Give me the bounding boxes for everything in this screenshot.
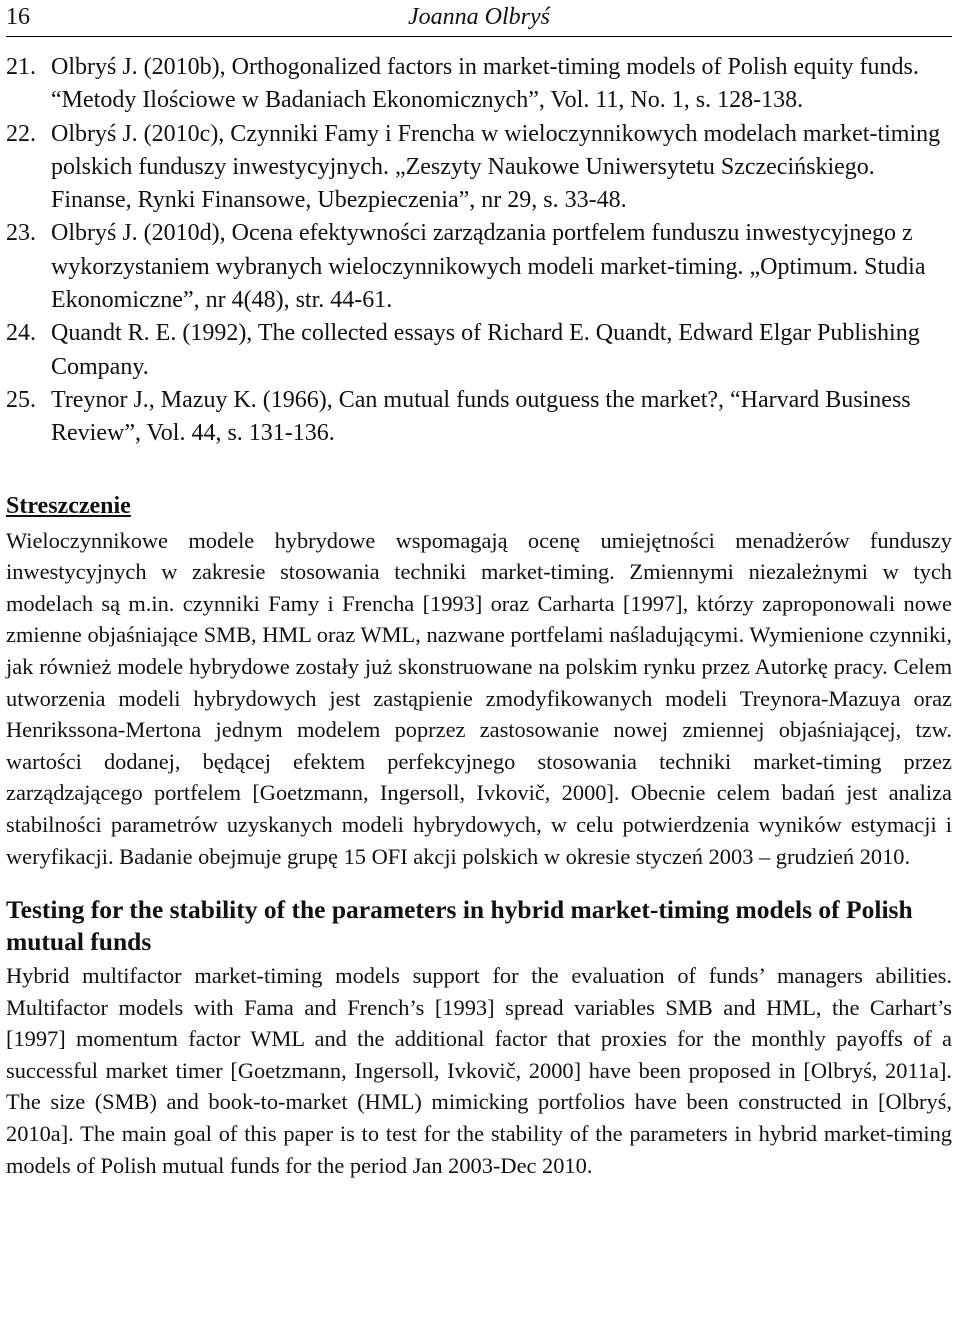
reference-item [6, 51, 952, 118]
reference-item [6, 118, 952, 218]
page [6, 0, 952, 1181]
summary-pl-heading: Streszczenie [6, 492, 131, 519]
summary-pl-body: Wieloczynnikowe modele hybrydowe wspomagają ocenę umiejętności menadżerów funduszy inwestycyjnych w zakresie stosowania techniki market-timing. Zmiennymi niezależnymi w tych modelach są m.in. czynniki Famy i Frencha [1993] oraz Carharta [1997], którzy zaproponowali nowe zmienne objaśniające SMB, HML oraz WML, nazwane portfelami naśladującymi. Wymienione czynniki, jak również modele hybrydowe zostały już skonstruowane na polskim rynku przez Autorkę pracy. Celem utworzenia modeli hybrydowych jest zastąpienie zmodyfikowanych modeli Treynora-Mazuya oraz Henrikssona-Mertona jednym modelem poprzez zastosowanie nowej zmiennej objaśniającej, tzw. wartości dodanej, będącej efektem perfekcyjnego stosowania techniki market-timing przez zarządzającego portfelem [Goetzmann, Ingersoll, Ivkovič, 2000]. Obecnie celem badań jest analiza stabilności parametrów uzyskanych modeli hybrydowych, w celu potwierdzenia wyników estymacji i weryfikacji. Badanie obejmuje grupę 15 OFI akcji polskich w okresie styczeń 2003 – grudzień 2010. [6, 527, 952, 869]
running-header [6, 0, 952, 37]
reference-item [6, 317, 952, 384]
reference-text: Olbryś J. (2010c), Czynniki Famy i Frencha w wieloczynnikowych modelach market-timing polskich funduszy inwestycyjnych. „Zeszyty Naukowe Uniwersytetu Szczecińskiego. Finanse, Rynki Finansowe, Ubezpieczenia”, nr 29, s. 33-48. [51, 120, 941, 214]
reference-number: 22. [6, 120, 36, 147]
reference-number: 23. [6, 220, 36, 247]
summary-en-body: Hybrid multifactor market-timing models support for the evaluation of funds’ managers abilities. Multifactor models with Fama and French’s [1993] spread variables SMB and HML, the Carhart’s [1997] momentum factor WML and the additional factor that proxies for the monthly payoffs of a successful market timer [Goetzmann, Ingersoll, Ivkovič, 2000] have been proposed in [Olbryś, 2011a]. The size (SMB) and book-to-market (HML) mimicking portfolios have been constructed in [Olbryś, 2010a]. The main goal of this paper is to test for the stability of the parameters in hybrid market-timing models of Polish mutual funds for the period Jan 2003-Dec 2010. [6, 963, 952, 1178]
page-number: 16 [6, 4, 30, 30]
reference-number: 25. [6, 386, 36, 413]
running-head-author: Joanna Olbryś [408, 4, 550, 30]
reference-text: Quandt R. E. (1992), The collected essays of Richard E. Quandt, Edward Elgar Publishing Company. [51, 320, 920, 380]
reference-number: 21. [6, 54, 36, 80]
reference-item [6, 217, 952, 317]
reference-number: 24. [6, 320, 36, 347]
summary-en-title: Testing for the stability of the parameters in hybrid market-timing models of Polish mutual funds [6, 895, 913, 957]
reference-text: Olbryś J. (2010d), Ocena efektywności zarządzania portfelem funduszu inwestycyjnego z wykorzystaniem wybranych wieloczynnikowych modeli market-timing. „Optimum. Studia Ekonomiczne”, nr 4(48), str. 44-61. [51, 220, 926, 314]
reference-item [6, 384, 952, 451]
reference-text: Olbryś J. (2010b), Orthogonalized factors in market-timing models of Polish equity funds. “Metody Ilościowe w Badaniach Ekonomicznych”, Vol. 11, No. 1, s. 128-138. [51, 54, 919, 114]
reference-list [6, 51, 952, 451]
reference-text: Treynor J., Mazuy K. (1966), Can mutual funds outguess the market?, “Harvard Business Review”, Vol. 44, s. 131-136. [51, 386, 911, 447]
